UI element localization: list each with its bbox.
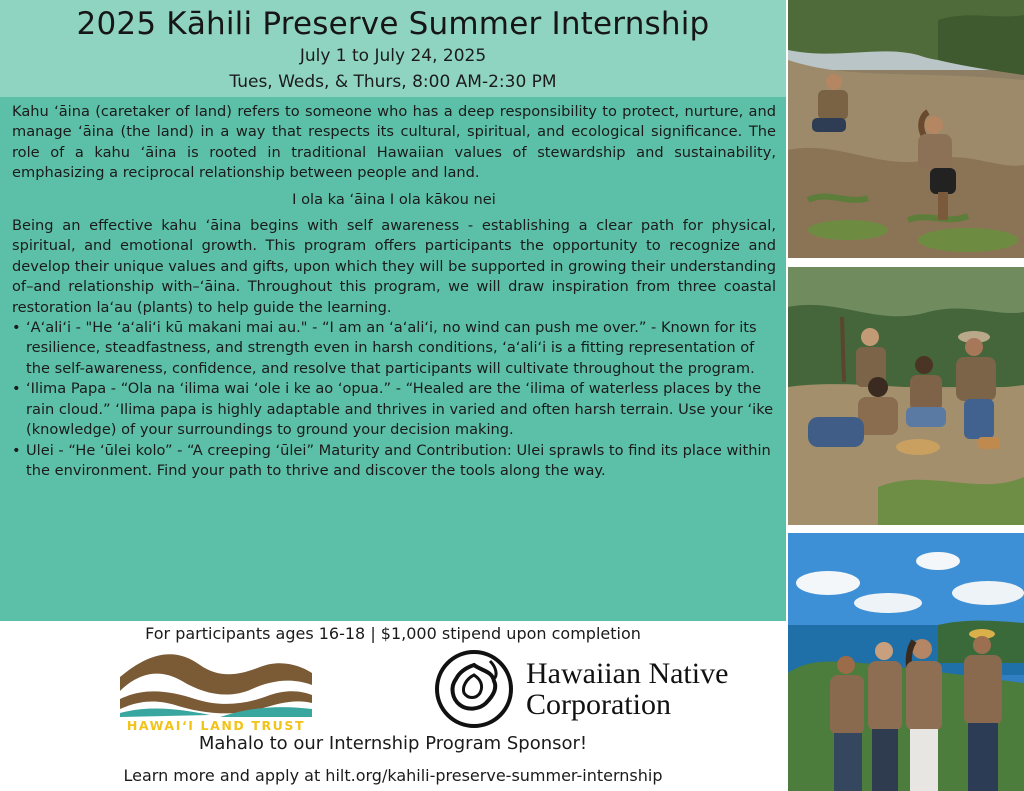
header-banner — [0, 0, 786, 97]
list-item — [12, 318, 776, 379]
hibiscus-emblem-icon — [434, 649, 514, 729]
plant-ulei: Ulei - “He ʻūlei kolo” - “A creeping ʻūlei” Maturity and Contribution: Ulei sprawls to find its place within the environment. Find your path to thrive and discover the tools along the way. — [26, 441, 771, 479]
hawaiian-native-corporation-logo — [434, 649, 764, 729]
hnc-line-2: Corporation — [526, 688, 671, 721]
photo-group-planting — [788, 267, 1024, 525]
program-dates: July 1 to July 24, 2025 — [299, 46, 487, 66]
bullet-icon: • — [12, 380, 21, 398]
program-hours: Tues, Weds, & Thurs, 8:00 AM-2:30 PM — [229, 72, 557, 92]
description-panel — [0, 97, 786, 621]
plant-list — [12, 318, 776, 481]
photo-coastline-icon — [788, 533, 1024, 791]
plant-ilima-papa: ʻIlima Papa - “Ola na ʻilima wai ʻole i ke ao ʻopua.” - “Healed are the ʻilima of waterless places by the rain cloud.” ʻIlima papa is highly adaptable and thrives in varied and often harsh terrain. Use your ʻike (knowledge) of your surroundings to ground your decision making. — [26, 380, 774, 439]
list-item — [12, 441, 776, 482]
sponsor-thanks: Mahalo to our Internship Program Sponsor! — [198, 733, 588, 754]
photo-group-planting-icon — [788, 267, 1024, 525]
list-item — [12, 379, 776, 440]
learn-more-link[interactable]: Learn more and apply at hilt.org/kahili-preserve-summer-internship — [123, 766, 663, 785]
hlt-wordmark: HAWAIʻI LAND TRUST — [126, 718, 306, 733]
bullet-icon: • — [12, 319, 21, 337]
bullet-icon: • — [12, 441, 21, 459]
motto: I ola ka ʻāina I ola kākou nei — [292, 190, 496, 208]
photo-group-coastline — [788, 533, 1024, 791]
photo-planting-two-people — [788, 0, 1024, 258]
hnc-wordmark — [526, 658, 728, 720]
eligibility-line: For participants ages 16-18 | $1,000 stipend upon completion — [145, 624, 641, 643]
hnc-line-1: Hawaiian Native — [526, 657, 729, 690]
footer — [0, 621, 786, 791]
intro-paragraph: Kahu ʻāina (caretaker of land) refers to someone who has a deep responsibility to protect, nurture, and manage ʻāina (the land) in a way that respects its cultural, spiritual, and ecological significance. The role of a kahu ʻāina is rooted in traditional Hawaiian values of stewardship and sustainability, emphasizing a reciprocal relationship between people and land. — [12, 103, 776, 182]
land-trust-mountains-icon — [120, 647, 312, 717]
photo-planting-icon — [788, 0, 1024, 258]
program-paragraph: Being an effective kahu ʻāina begins with self awareness - establishing a clear path for physical, spiritual, and emotional growth. This program offers participants the opportunity to recognize and develop their unique values and gifts, upon which they will be supported in growing their understanding of–and relationship with–ʻāina. Throughout this program, we will draw inspiration from three coastal restoration laʻau (plants) to help guide the learning. — [12, 217, 776, 316]
page-title: 2025 Kāhili Preserve Summer Internship — [76, 6, 710, 42]
plant-aalii: ʻAʻaliʻi - "He ʻaʻaliʻi kū makani mai au." - “I am an ʻaʻaliʻi, no wind can push me over.” - Known for its resilience, steadfastness, and strength even in harsh conditions, ʻaʻaliʻi is a fitting representation of the self-awareness, confidence, and resolve that participants will cultivate throughout the program. — [26, 319, 757, 377]
hawaii-land-trust-logo — [120, 647, 312, 733]
